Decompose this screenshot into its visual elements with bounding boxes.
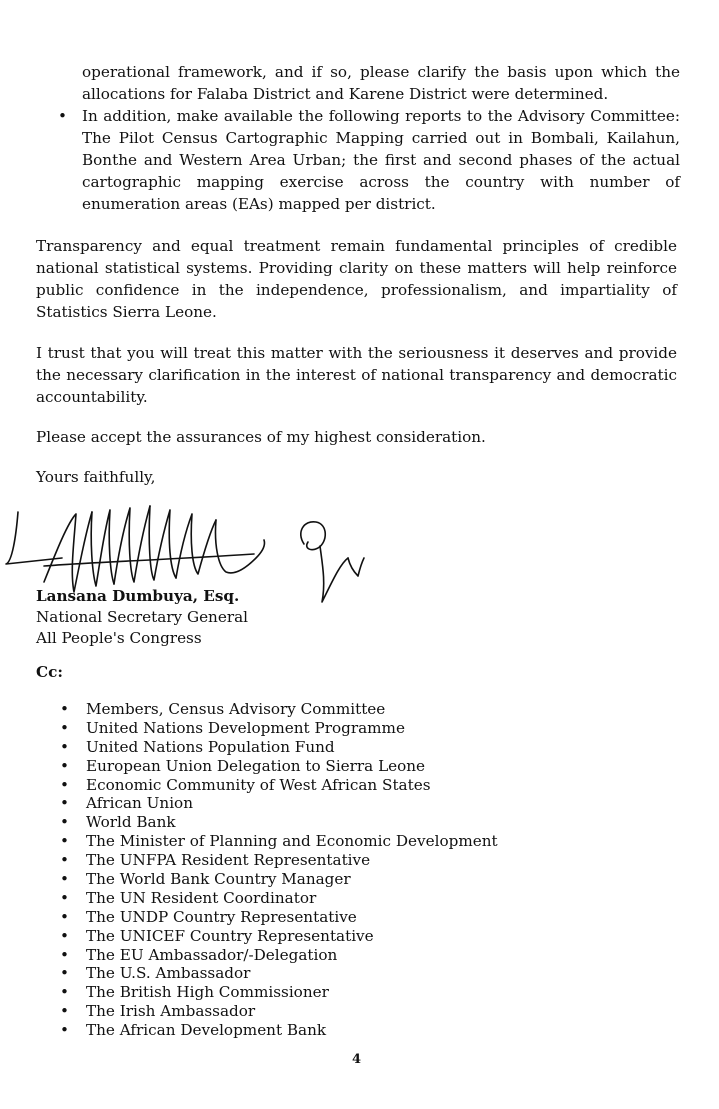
- closing-salutation: Yours faithfully,: [36, 468, 156, 486]
- cc-list-item: • The U.S. Ambassador: [58, 964, 498, 983]
- cc-label: Cc:: [36, 663, 63, 681]
- paragraph-assurance: Please accept the assurances of my highest consideration.: [36, 428, 486, 446]
- cc-list-item: • United Nations Population Fund: [58, 738, 498, 757]
- cc-list: [58, 700, 498, 1040]
- cc-list-item: • Economic Community of West African States: [58, 776, 498, 795]
- cc-list-item: • African Union: [58, 794, 498, 813]
- signer-organization: All People's Congress: [36, 629, 202, 647]
- cc-list-item: • The UN Resident Coordinator: [58, 889, 498, 908]
- cc-list-item: • The EU Ambassador/-Delegation: [58, 946, 498, 965]
- cc-list-item: • The British High Commissioner: [58, 983, 498, 1002]
- request-list: [58, 61, 680, 215]
- cc-list-item: • The African Development Bank: [58, 1021, 498, 1040]
- cc-list-item: • The Irish Ambassador: [58, 1002, 498, 1021]
- paragraph-transparency: Transparency and equal treatment remain fundamental principles of credible national statistical systems. Providing clarity on these matters will help reinforce public confidence in the independence, professionalism, and impartiality of Statistics Sierra Leone.: [36, 237, 677, 321]
- cc-list-item: • The Minister of Planning and Economic Development: [58, 832, 498, 851]
- signer-title: National Secretary General: [36, 608, 249, 626]
- signer-name: Lansana Dumbuya, Esq.: [36, 587, 240, 605]
- cc-list-item: • The World Bank Country Manager: [58, 870, 498, 889]
- cc-list-item: • The UNFPA Resident Representative: [58, 851, 498, 870]
- cc-list-item: • The UNICEF Country Representative: [58, 927, 498, 946]
- list-item-reports-request: • In addition, make available the following reports to the Advisory Committee: The Pilot Census Cartographic Mapping carried out in Bombali, Kailahun, Bonthe and Western Area Urban; the first and second phases of the actual cartographic mapping exercise across the country with number of enumeration areas (EAs) mapped per district.: [58, 105, 680, 215]
- cc-list-item: • European Union Delegation to Sierra Leone: [58, 757, 498, 776]
- cc-list-item: • Members, Census Advisory Committee: [58, 700, 498, 719]
- cc-list-item: • The UNDP Country Representative: [58, 908, 498, 927]
- cc-list-item: • United Nations Development Programme: [58, 719, 498, 738]
- paragraph-trust: I trust that you will treat this matter with the seriousness it deserves and provide the necessary clarification in the interest of national transparency and democratic accountability.: [36, 344, 677, 406]
- list-item-continuation: operational framework, and if so, please clarify the basis upon which the allocations for Falaba District and Karene District were determined.: [82, 63, 680, 103]
- cc-list-item: • World Bank: [58, 813, 498, 832]
- signer-block: [36, 586, 248, 649]
- page-number: 4: [352, 1052, 362, 1067]
